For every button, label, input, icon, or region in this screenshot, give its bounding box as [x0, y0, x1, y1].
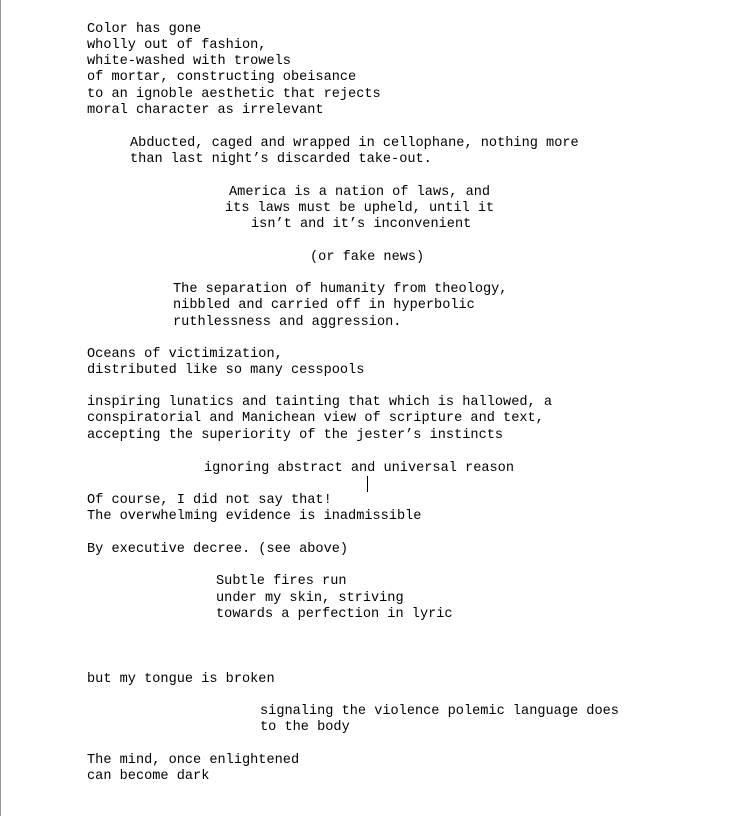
poem-line: By executive decree. (see above) [87, 542, 349, 557]
poem-line: nibbled and carried off in hyperbolic [173, 298, 475, 313]
poem-line: accepting the superiority of the jester’s instincts [87, 428, 504, 443]
text-cursor [367, 476, 368, 492]
poem-line: The mind, once enlightened [87, 753, 300, 768]
poem-line: inspiring lunatics and tainting that which is hallowed, a [87, 395, 552, 410]
poem-line: America is a nation of laws, and [229, 185, 491, 200]
poem-line: signaling the violence polemic language does [260, 704, 619, 719]
poem-line: The overwhelming evidence is inadmissible [87, 509, 422, 524]
poem-line: than last night’s discarded take-out. [130, 152, 432, 167]
poem-line: but my tongue is broken [87, 672, 275, 687]
poem-line: Abducted, caged and wrapped in cellophane, nothing more [130, 136, 579, 151]
poem-line: Of course, I did not say that! [87, 493, 332, 508]
poem-line: towards a perfection in lyric [216, 607, 453, 622]
poem-line: distributed like so many cesspools [87, 363, 365, 378]
poem-line: can become dark [87, 769, 210, 784]
poem-line: white-washed with trowels [87, 54, 291, 69]
poem-line: isn’t and it’s inconvenient [251, 217, 472, 232]
poem-line: Color has gone [87, 22, 202, 37]
poem-line: of mortar, constructing obeisance [87, 70, 357, 85]
poem-line: Oceans of victimization, [87, 347, 283, 362]
poem-line: conspiratorial and Manichean view of scripture and text, [87, 411, 544, 426]
poem-line: ruthlessness and aggression. [173, 315, 402, 330]
poem-line: moral character as irrelevant [87, 103, 324, 118]
poem-line: The separation of humanity from theology, [173, 282, 508, 297]
poem-line: under my skin, striving [216, 591, 404, 606]
poem-line: ignoring abstract and universal reason [204, 461, 514, 476]
poem-line: to the body [260, 720, 350, 735]
poem-line: Subtle fires run [216, 574, 347, 589]
poem-line: (or fake news) [310, 250, 425, 265]
poem-line: to an ignoble aesthetic that rejects [87, 87, 381, 102]
poem-line: wholly out of fashion, [87, 38, 267, 53]
poem-line: its laws must be upheld, until it [225, 201, 495, 216]
